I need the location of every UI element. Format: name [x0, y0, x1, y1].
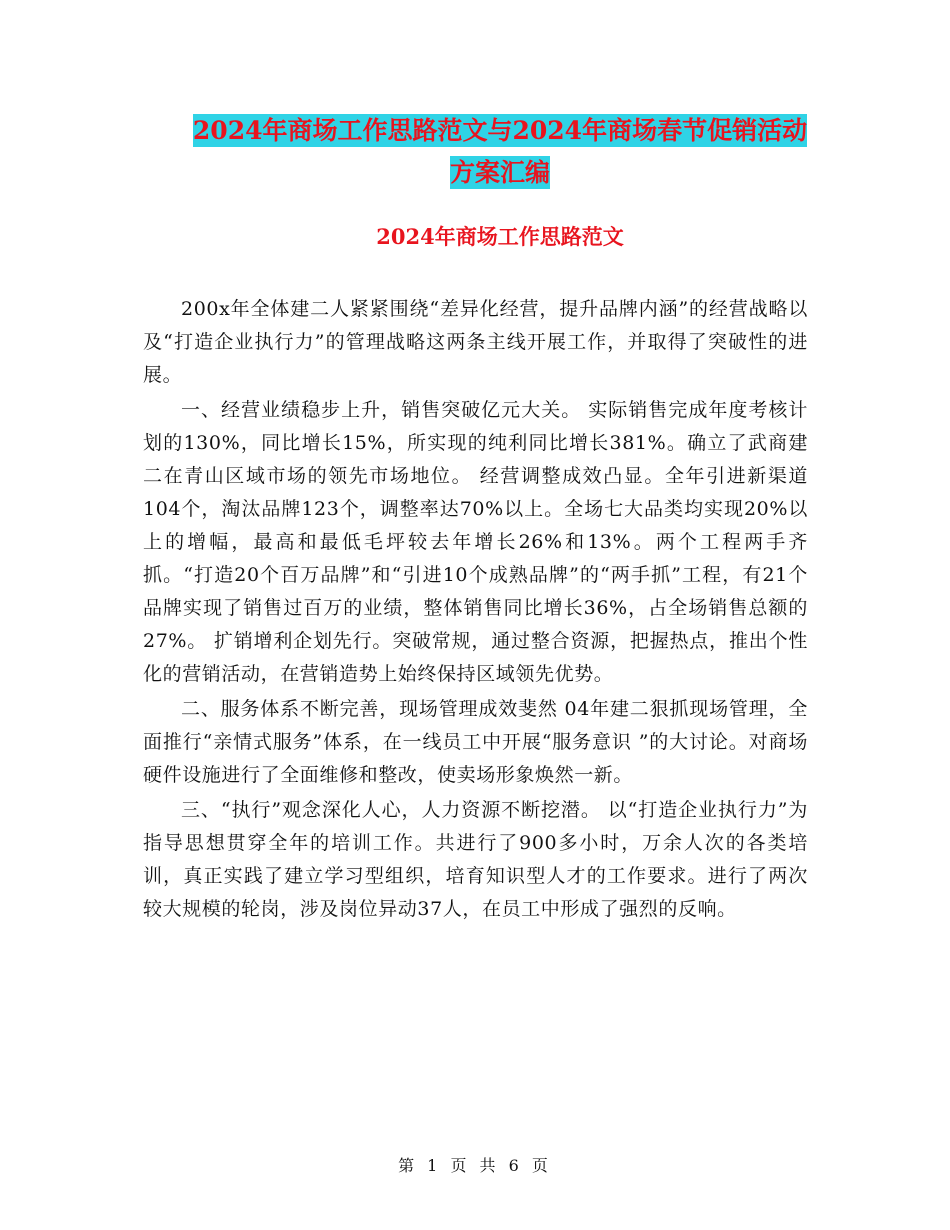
document-title-line-2: 方案汇编: [449, 158, 550, 187]
paragraph-section-2: 二、服务体系不断完善，现场管理成效斐然 04年建二狠抓现场管理，全面推行“亲情式服务”体系，在一线员工中开展“服务意识 ”的大讨论。对商场硬件设施进行了全面维修和整改，使卖场形象焕然一新。: [143, 698, 808, 786]
document-title: [140, 110, 860, 194]
document-title-line-1: 2024年商场工作思路范文与2024年商场春节促销活动: [192, 116, 808, 145]
paragraph-section-3: 三、“执行”观念深化人心，人力资源不断挖潜。 以“打造企业执行力”为指导思想贯穿全年的培训工作。共进行了900多小时，万余人次的各类培训，真正实践了建立学习型组织，培育知识型人才的工作要求。进行了两次较大规模的轮岗，涉及岗位异动37人，在员工中形成了强烈的反响。: [143, 799, 808, 920]
paragraph-section-1: 一、经营业绩稳步上升，销售突破亿元大关。 实际销售完成年度考核计划的130%，同比增长15%，所实现的纯利同比增长381%。确立了武商建二在青山区域市场的领先市场地位。 经营调整成效凸显。全年引进新渠道104个，淘汰品牌123个，调整率达70%以上。全场七大品类均实现20%以上的增幅，最高和最低毛坪较去年增长26%和13%。两个工程两手齐抓。“打造20个百万品牌”和“引进10个成熟品牌”的“两手抓”工程，有21个品牌实现了销售过百万的业绩，整体销售同比增长36%，占全场销售总额的27%。 扩销增利企划先行。突破常规，通过整合资源，把握热点，推出个性化的营销活动，在营销造势上始终保持区域领先优势。: [143, 399, 808, 685]
section-title: 2024年商场工作思路范文: [376, 224, 624, 249]
page-footer: 第 1 页 共 6 页: [398, 1156, 552, 1175]
paragraph-intro: 200x年全体建二人紧紧围绕“差异化经营，提升品牌内涵”的经营战略以及“打造企业执行力”的管理战略这两条主线开展工作，并取得了突破性的进展。: [143, 298, 808, 386]
document-body: [143, 293, 808, 928]
